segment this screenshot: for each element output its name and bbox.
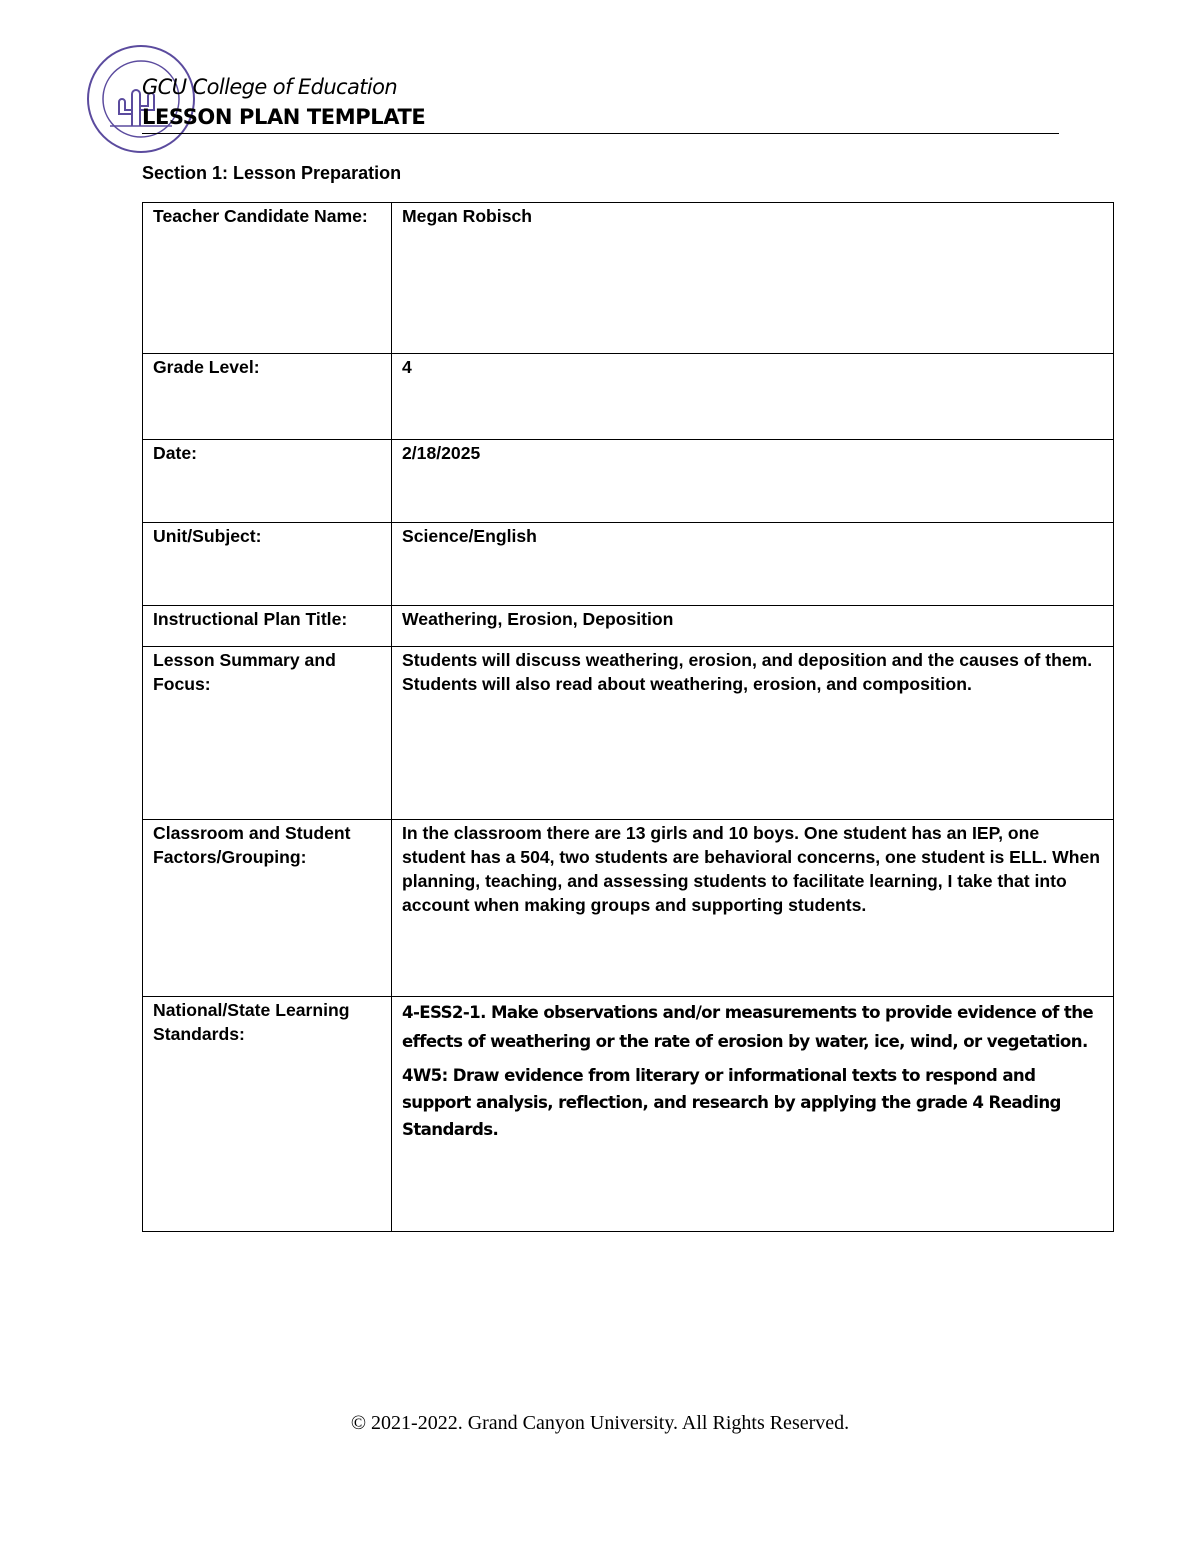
row-value: 2/18/2025 (392, 440, 1114, 523)
table-row (143, 606, 1114, 647)
table-row (143, 354, 1114, 440)
lesson-preparation-table (142, 202, 1114, 1232)
row-label: Teacher Candidate Name: (143, 203, 392, 354)
college-name: GCU College of Education (142, 75, 398, 99)
row-value: Students will discuss weathering, erosion, and deposition and the causes of them. Students will also read about weathering, erosion, and composition. (392, 647, 1114, 820)
row-value: In the classroom there are 13 girls and 10 boys. One student has an IEP, one student has a 504, two students are behavioral concerns, one student is ELL. When planning, teaching, and assessing students to facilitate learning, I take that into account when making groups and supporting students. (392, 820, 1114, 997)
row-label: Date: (143, 440, 392, 523)
row-label: National/State Learning Standards: (143, 997, 392, 1232)
table-row (143, 440, 1114, 523)
row-value: Megan Robisch (392, 203, 1114, 354)
row-label: Instructional Plan Title: (143, 606, 392, 647)
row-value: Science/English (392, 523, 1114, 606)
template-title: LESSON PLAN TEMPLATE (142, 105, 426, 129)
table-row (143, 997, 1114, 1232)
table-row (143, 820, 1114, 997)
table-row (143, 523, 1114, 606)
learning-standards (402, 998, 1104, 1143)
standard-item: 4W5: Draw evidence from literary or informational texts to respond and support analysis, reflection, and research by applying the grade 4 Reading Standards. (402, 1066, 1061, 1139)
copyright-footer: © 2021-2022. Grand Canyon University. All Rights Reserved. (350, 1412, 850, 1434)
section-title: Section 1: Lesson Preparation (142, 163, 402, 183)
header-divider (142, 133, 1059, 134)
row-value: Weathering, Erosion, Deposition (392, 606, 1114, 647)
row-label: Lesson Summary and Focus: (143, 647, 392, 820)
row-label: Grade Level: (143, 354, 392, 440)
standard-item: 4-ESS2-1. Make observations and/or measurements to provide evidence of the effects of weathering or the rate of erosion by water, ice, wind, or vegetation. (402, 1003, 1094, 1051)
row-value: 4 (392, 354, 1114, 440)
row-label: Unit/Subject: (143, 523, 392, 606)
row-value (392, 997, 1114, 1232)
table-row (143, 203, 1114, 354)
table-row (143, 647, 1114, 820)
row-label: Classroom and Student Factors/Grouping: (143, 820, 392, 997)
